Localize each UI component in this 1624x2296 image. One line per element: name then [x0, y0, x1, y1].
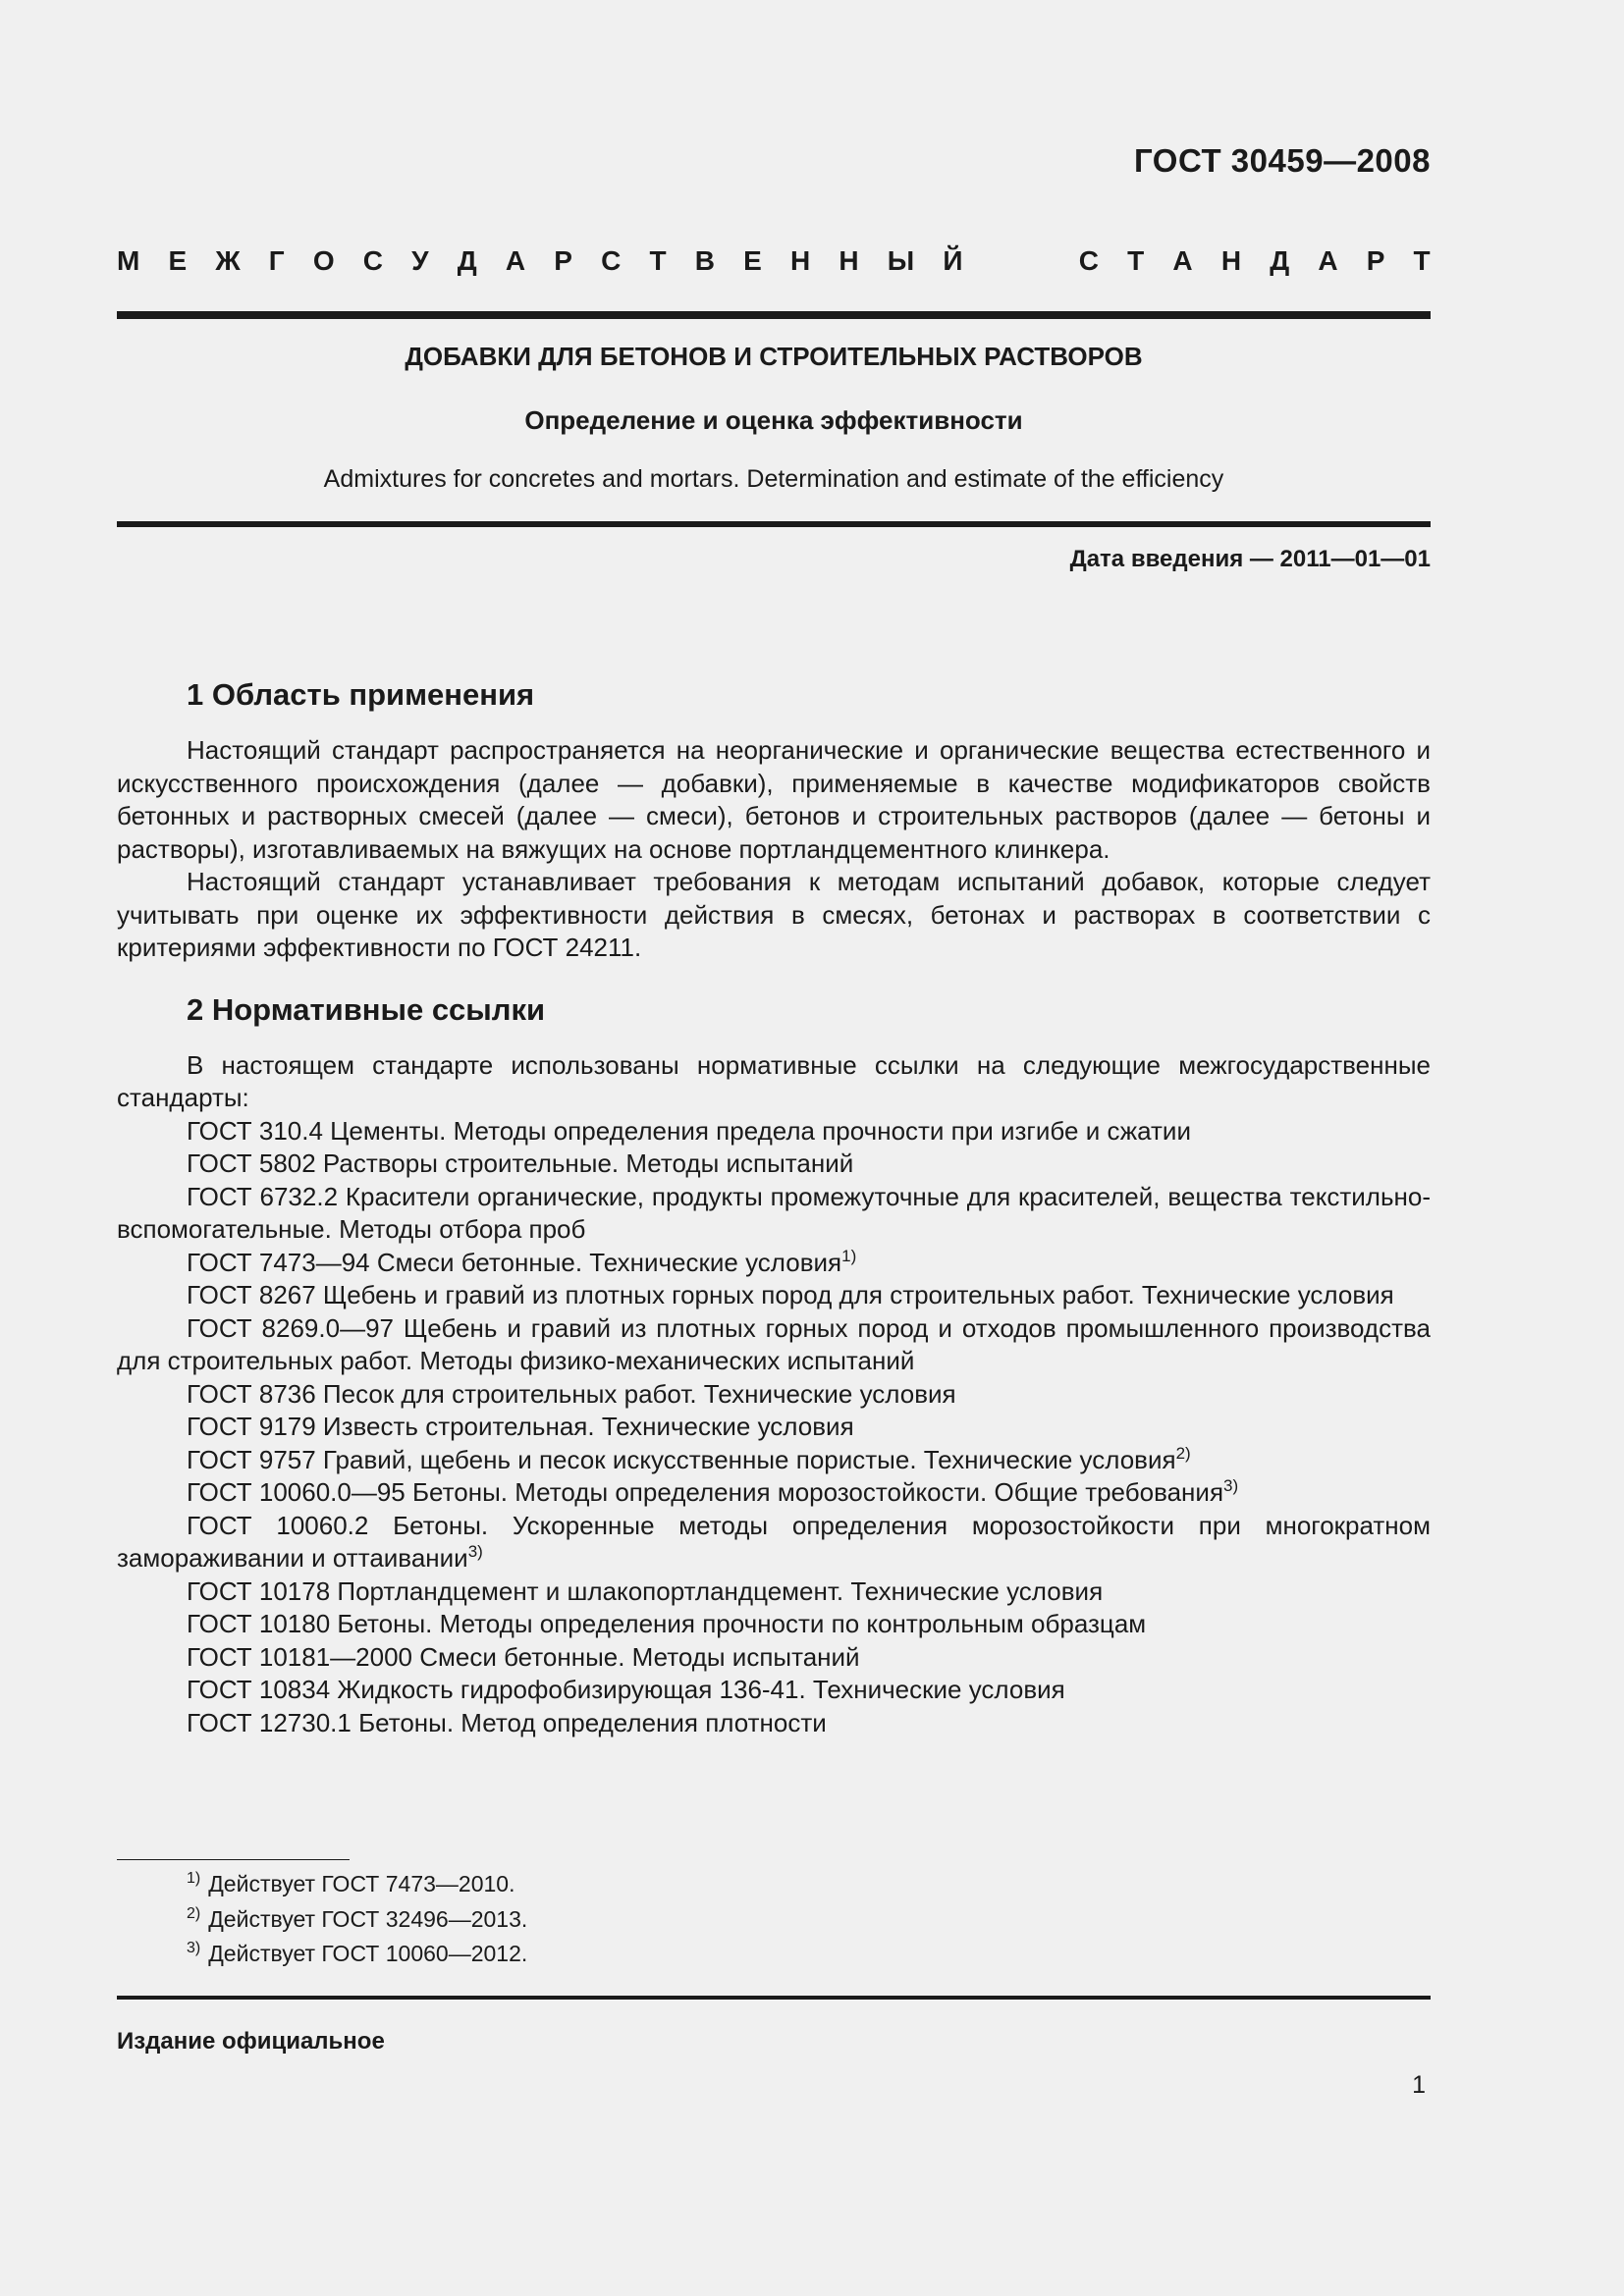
banner-letter: А — [1318, 245, 1338, 276]
top-rule — [117, 311, 1431, 319]
introduction-date: Дата введения — 2011—01—01 — [1069, 546, 1431, 572]
reference-text: ГОСТ 10181—2000 Смеси бетонные. Методы испытаний — [187, 1641, 860, 1672]
document-number: ГОСТ 30459—2008 — [1134, 142, 1431, 179]
reference-text: ГОСТ 10834 Жидкость гидрофобизирующая 136-41. Технические условия — [187, 1675, 1065, 1704]
english-title: Admixtures for concretes and mortars. Determination and estimate of the efficiency — [323, 465, 1224, 493]
reference-item — [117, 1674, 1431, 1707]
reference-item — [117, 1575, 1431, 1609]
reference-text: ГОСТ 7473—94 Смеси бетонные. Технические условия — [187, 1247, 842, 1277]
banner-letter: М — [117, 245, 140, 276]
reference-text: ГОСТ 10180 Бетоны. Методы определения прочности по контрольным образцам — [187, 1609, 1147, 1638]
reference-text: ГОСТ 9757 Гравий, щебень и песок искусственные пористые. Технические условия — [187, 1444, 1176, 1474]
reference-text: ГОСТ 8267 Щебень и гравий из плотных горных пород для строительных работ. Технические условия — [187, 1280, 1394, 1309]
footnote-text: Действует ГОСТ 32496—2013. — [208, 1905, 528, 1932]
reference-text: ГОСТ 8736 Песок для строительных работ. Технические условия — [187, 1378, 956, 1409]
footnote-marker: 1) — [841, 1246, 857, 1265]
banner-letter: Й — [943, 245, 963, 276]
reference-item — [117, 1312, 1431, 1378]
reference-text: ГОСТ 8269.0—97 Щебень и гравий из плотных горных пород и отходов промышленного производства для строительных работ. Методы физико-механических испытаний — [117, 1312, 1431, 1375]
reference-text: ГОСТ 10060.2 Бетоны. Ускоренные методы определения морозостойкости при многократном замораживании и оттаивании — [117, 1510, 1431, 1573]
banner-letter: С — [362, 245, 383, 276]
interstate-standard-banner — [117, 245, 1431, 277]
reference-item — [117, 1115, 1431, 1148]
reference-item — [117, 1247, 1431, 1280]
reference-item — [117, 1148, 1431, 1181]
banner-letter: Е — [168, 245, 188, 276]
banner-letter: Т — [1127, 245, 1145, 276]
section-2-heading: 2 Нормативные ссылки — [187, 991, 546, 1027]
banner-letter: Ж — [215, 245, 241, 276]
reference-text: ГОСТ 5802 Растворы строительные. Методы испытаний — [187, 1148, 854, 1178]
banner-letter: Р — [1366, 245, 1385, 276]
footnote-mark: 2) — [187, 1904, 201, 1922]
banner-letter: Д — [457, 245, 477, 276]
banner-letter: С — [601, 245, 622, 276]
banner-letter: Т — [1413, 245, 1431, 276]
footnote-marker: 2) — [1175, 1443, 1191, 1463]
reference-item — [117, 1476, 1431, 1510]
official-edition-label: Издание официальное — [117, 2028, 385, 2055]
footnote-rule — [117, 1859, 350, 1860]
document-body — [117, 673, 1431, 1739]
banner-letter: Р — [554, 245, 572, 276]
footnote-item — [187, 1867, 527, 1902]
footnote-item — [187, 1937, 527, 1972]
banner-letter: Н — [789, 245, 811, 276]
reference-text: ГОСТ 9179 Известь строительная. Технические условия — [187, 1412, 854, 1441]
banner-letter: О — [312, 245, 335, 276]
banner-letter: Т — [649, 245, 667, 276]
banner-letter: У — [411, 245, 429, 276]
bottom-rule — [117, 1996, 1431, 2000]
reference-item — [117, 1181, 1431, 1247]
footnote-text: Действует ГОСТ 7473—2010. — [208, 1871, 515, 1896]
page-number: 1 — [1412, 2071, 1426, 2099]
reference-list — [117, 1115, 1431, 1740]
footnote-mark: 1) — [187, 1870, 201, 1887]
footnote-mark: 3) — [187, 1940, 201, 1956]
section-1-paragraph: Настоящий стандарт устанавливает требования к методам испытаний добавок, которые следует учитывать при оценке их эффективности действия в смесях, бетонах и растворах в соответствии с критериями эффективности по ГОСТ 24211. — [117, 867, 1431, 962]
banner-letter: Д — [1270, 245, 1290, 276]
reference-item — [117, 1411, 1431, 1444]
document-subtitle: Определение и оценка эффективности — [524, 405, 1023, 435]
reference-text: ГОСТ 10178 Портландцемент и шлакопортландцемент. Технические условия — [187, 1575, 1104, 1606]
banner-letter: Ы — [887, 245, 915, 276]
section-2-intro: В настоящем стандарте использованы нормативные ссылки на следующие межгосударственные стандарты: — [117, 1049, 1431, 1112]
banner-letter: С — [1078, 245, 1099, 276]
title-rule — [117, 521, 1431, 527]
banner-letter: Е — [743, 245, 762, 276]
document-title: ДОБАВКИ ДЛЯ БЕТОНОВ И СТРОИТЕЛЬНЫХ РАСТВОРОВ — [405, 342, 1143, 371]
banner-letter: Н — [839, 245, 859, 276]
reference-text: ГОСТ 12730.1 Бетоны. Метод определения плотности — [187, 1707, 827, 1737]
section-1-heading: 1 Область применения — [187, 677, 535, 712]
reference-item — [117, 1510, 1431, 1575]
reference-text: ГОСТ 310.4 Цементы. Методы определения предела прочности при изгибе и сжатии — [187, 1115, 1191, 1146]
reference-item — [117, 1707, 1431, 1740]
reference-text: ГОСТ 10060.0—95 Бетоны. Методы определения морозостойкости. Общие требования — [187, 1477, 1224, 1507]
footnote-marker: 3) — [467, 1542, 483, 1561]
reference-item — [117, 1608, 1431, 1641]
reference-text: ГОСТ 6732.2 Красители органические, продукты промежуточные для красителей, вещества текстильно-вспомогательные. Методы отбора проб — [117, 1181, 1431, 1244]
banner-letter: А — [505, 245, 526, 276]
banner-letter: В — [694, 245, 715, 276]
footnote-marker: 3) — [1223, 1476, 1239, 1495]
footnote-item — [187, 1902, 527, 1938]
banner-gap — [992, 245, 1051, 277]
banner-letter: Г — [268, 245, 285, 276]
reference-item — [117, 1641, 1431, 1675]
reference-item — [117, 1444, 1431, 1477]
reference-item — [117, 1279, 1431, 1312]
reference-item — [117, 1378, 1431, 1412]
section-1-paragraph: Настоящий стандарт распространяется на неорганические и органические вещества естественного и искусственного происхождения (далее — добавки), применяемые в качестве модификаторов свойств бетонных и растворных смесей (далее — смеси), бетонов и строительных растворов (далее — бетоны и растворы), изготавливаемых на вяжущих на основе портландцементного клинкера. — [117, 735, 1431, 864]
banner-letter: Н — [1220, 245, 1242, 276]
banner-letter: А — [1172, 245, 1193, 276]
footnote-text: Действует ГОСТ 10060—2012. — [208, 1941, 528, 1966]
footnotes — [187, 1867, 527, 1972]
